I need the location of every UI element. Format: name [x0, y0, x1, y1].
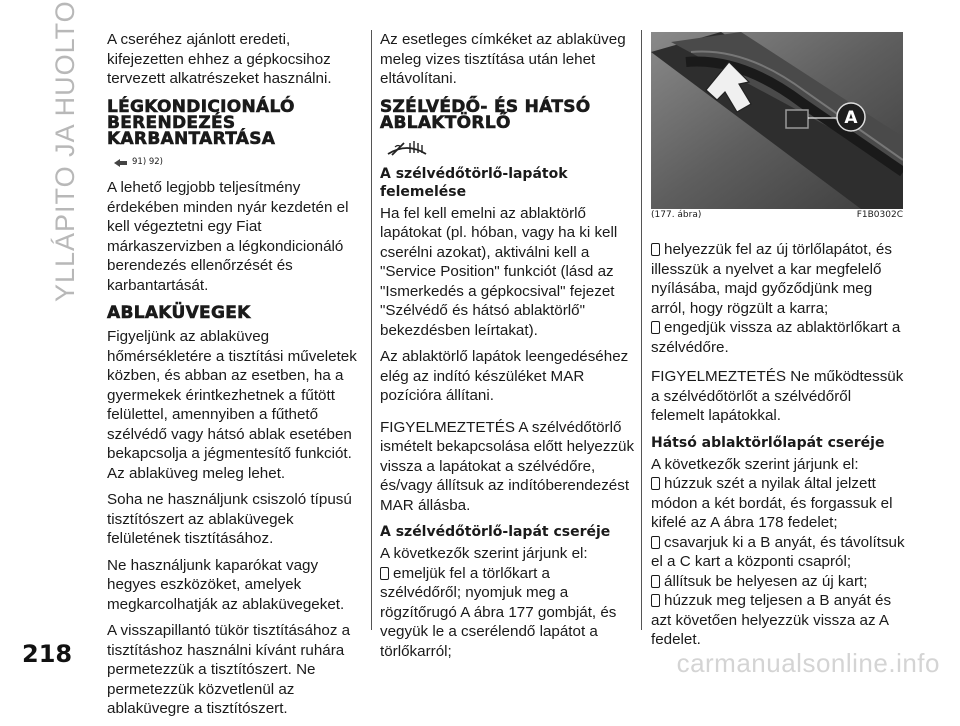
checkbox-bullet-icon: [651, 594, 660, 607]
lift-paragraph: Ha fel kell emelni az ablaktörlő lapátokat (pl. hóban, vagy ha ki kell cserélni azokat), aktiválni kell a "Service Position" funkciót (lásd az "Ismerkedés a gépkocsival" fejezet "Szélvédő és hátsó ablaktörlő" bekezdésben leírtakat).: [380, 204, 618, 339]
reference-marks: 91) 92): [132, 156, 163, 167]
heading-windows: ABLAKÜVEGEK: [107, 303, 251, 323]
heading-ac-maintenance: LÉGKONDICIONÁLÓ BERENDEZÉS KARBANTARTÁSA: [107, 96, 295, 149]
watermark: carmanualsonline.info: [676, 648, 940, 678]
figure-caption-code: F1B0302C: [856, 210, 903, 220]
column-3: [651, 240, 906, 657]
step-2: [651, 240, 906, 318]
step-3: [651, 318, 906, 357]
step-1-text: emeljük fel a törlőkart a szélvédőről; nyomjuk meg a rögzítőrugó A ábra 177 gombját, és vegyük le a cserélendő lapátot a törlőkarról;: [380, 564, 617, 660]
step-3-text: engedjük vissza az ablaktörlőkart a szélvédőre.: [651, 319, 901, 356]
checkbox-bullet-icon: [651, 477, 660, 490]
rear-step-4: [651, 591, 906, 650]
warning-references: [113, 153, 362, 173]
windows-paragraph-2: Soha ne használjunk csiszoló típusú tisztítószert az ablaküvegek felületének tisztításához.: [107, 491, 352, 547]
procedure-intro-2: A következők szerint járjunk el:: [651, 455, 859, 473]
procedure-intro-1: A következők szerint járjunk el:: [380, 545, 588, 562]
step-2-text: helyezzük fel az új törlőlapátot, és illesszük a nyelvet a kar megfelelő nyílásába, majd győződjünk meg arról, hogy rögzült a karra;: [651, 241, 892, 317]
checkbox-bullet-icon: [651, 575, 660, 588]
figure-177-photo: [651, 32, 903, 209]
stickers-paragraph: Az esetleges címkéket az ablaküveg meleg vizes tisztítása után lehet eltávolítani.: [380, 31, 626, 87]
rear-step-1: [651, 474, 906, 533]
rear-step-1-text: húzzuk szét a nyilak által jelzett módon a két bordát, és forgassuk el kifelé az A ábra 178 fedelet;: [651, 475, 893, 531]
windshield-wiper-icon: [384, 137, 430, 157]
column-1: [107, 30, 362, 726]
windows-paragraph-1: Figyeljünk az ablaküveg hőmérsékletére a tisztítási műveletek közben, és abban az esetben, ha a gyermekek érintkezhetnek a fűtött felülettel, amennyiben a fűthető szélvédő vagy hátsó ablak esetében bekapcsolja a jégmentesítő funkciót. Az ablaküveg meleg lehet.: [107, 328, 357, 482]
column-divider-2: [641, 30, 642, 630]
figure-caption-number: (177. ábra): [651, 210, 702, 220]
windows-paragraph-3: Ne használjunk kaparókat vagy hegyes eszközöket, amelyek megkarcolhatják az ablaküvegeket.: [107, 556, 345, 613]
step-1: [380, 564, 635, 662]
subheading-rear-blade: Hátsó ablaktörlőlapát cseréje: [651, 434, 885, 451]
rear-step-4-text: húzzuk meg teljesen a B anyát és azt követően helyezzük vissza az A fedelet.: [651, 592, 892, 648]
intro-paragraph: A cseréhez ajánlott eredeti, kifejezetten ehhez a gépkocsihoz tervezett alkatrészeket használni.: [107, 31, 332, 87]
rear-step-3-text: állítsuk be helyesen az új kart;: [664, 572, 868, 590]
checkbox-bullet-icon: [651, 536, 660, 549]
figure-callout-a: A: [844, 108, 858, 128]
checkbox-bullet-icon: [651, 321, 660, 334]
warning-paragraph-2: FIGYELMEZTETÉS Ne működtessük a szélvédőtörlőt a szélvédőről felemelt lapátokkal.: [651, 368, 904, 424]
chapter-side-title-text: YLLÁPITO JA HUOLTO: [50, 0, 80, 302]
checkbox-bullet-icon: [651, 243, 660, 256]
ac-paragraph: A lehető legjobb teljesítmény érdekében minden nyár kezdetén el kell végeztetni egy Fiat márkaszervizben a légkondicionáló berendezés ellenőrzését és karbantartását.: [107, 179, 349, 294]
rear-step-2: [651, 533, 906, 572]
subheading-lift-blades: A szélvédőtörlő-lapátok felemelése: [380, 165, 568, 200]
subheading-replace-blade: A szélvédőtörlő-lapát cseréje: [380, 524, 611, 540]
windows-paragraph-4: A visszapillantó tükör tisztításához a tisztításhoz használni kívánt ruhára permetezzük a tisztítószert. Ne permetezzük közvetlenül az ablaküvegre a tisztítószert.: [107, 622, 351, 717]
checkbox-bullet-icon: [380, 567, 389, 580]
column-2: [380, 30, 635, 668]
heading-wipers: SZÉLVÉDŐ- ÉS HÁTSÓ ABLAKTÖRLŐ: [380, 96, 591, 133]
chapter-side-title: [50, 0, 80, 302]
column-divider-1: [371, 30, 372, 630]
page-number: 218: [22, 640, 73, 668]
rear-step-2-text: csavarjuk ki a B anyát, és távolítsuk el a C kart a központi csapról;: [651, 533, 905, 570]
lower-paragraph: Az ablaktörlő lapátok leengedéséhez elég az indító készüléket MAR pozícióra állítani.: [380, 348, 629, 404]
warning-paragraph-1: FIGYELMEZTETÉS A szélvédőtörlő ismételt bekapcsolása előtt helyezzük vissza a lapátokat a szélvédőre, és/vagy állítsuk az indítóberendezést MAR állásba.: [380, 418, 635, 514]
warning-arrow-icon: [113, 157, 128, 167]
figure-caption: [651, 210, 903, 220]
rear-step-3: [651, 572, 906, 592]
